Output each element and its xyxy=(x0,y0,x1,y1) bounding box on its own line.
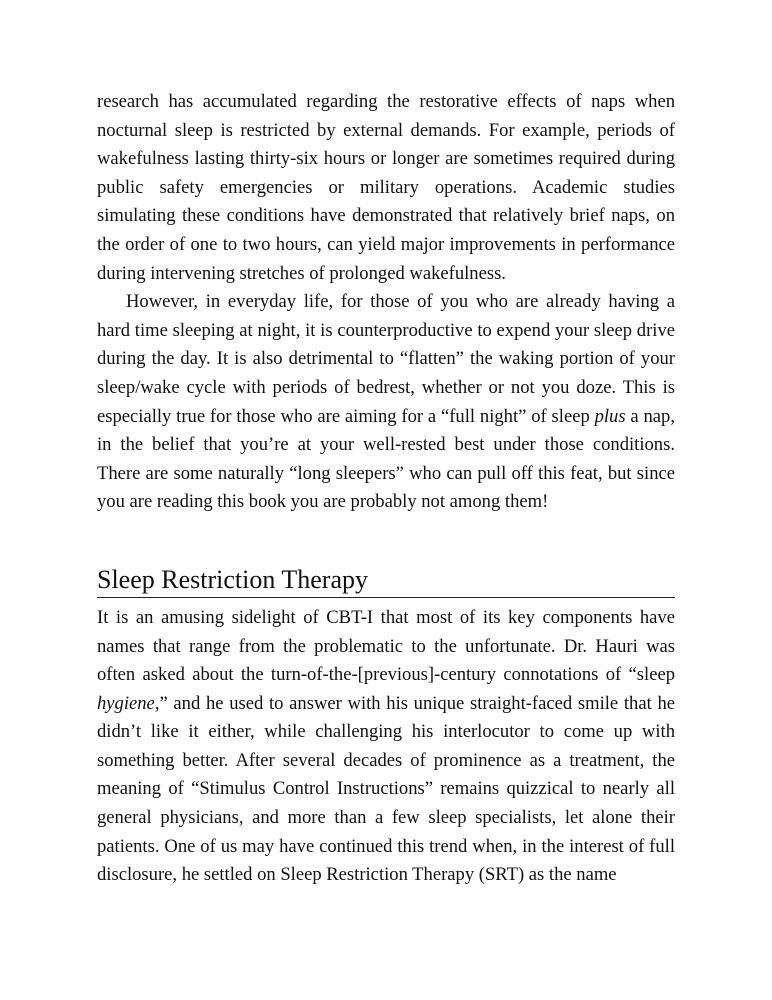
body-paragraph-naps-research: research has accumulated regarding the restorative effects of naps when nocturnal sleep is restricted by external demands. For example, periods of wakefulness lasting thirty-six hours or longer are sometimes required during public safety emergencies or military operations. Academic studies simulating these conditions have demonstrated that relatively brief naps, on the order of one to two hours, can yield major improvements in performance during intervening stretches of prolonged wakefulness. xyxy=(97,91,675,284)
body-paragraph-everyday-life xyxy=(97,288,675,517)
paragraph-text: However, in everyday life, for those of you who are already having a hard time sleeping at night, it is counterproductive to expend your sleep drive during the day. It is also detrimental to “flatten” the waking portion of your sleep/wake cycle with periods of bedrest, whether or not you doze. This is especially true for those who are aiming for a “full night” of sleep xyxy=(97,291,675,427)
paragraph-text: ,” and he used to answer with his unique straight-faced smile that he didn’t like it either, while challenging his interlocutor to come up with something better. After several decades of prominence as a treatment, the meaning of “Stimulus Control Instructions” remains quizzical to nearly all general physicians, and more than a few sleep specialists, let alone their patients. One of us may have continued this trend when, in the interest of full disclosure, he settled on Sleep Restriction Therapy (SRT) as the name xyxy=(97,692,675,886)
paragraph-text: a nap, in the belief that you’re at your well-rested best under those conditions. There are some naturally “long sleepers” who can pull off this feat, but since you are reading this book you are probably not among them! xyxy=(97,405,675,513)
emphasis-hygiene: hygiene xyxy=(97,692,155,714)
emphasis-plus: plus xyxy=(594,405,626,427)
book-page xyxy=(97,88,675,890)
paragraph-text: It is an amusing sidelight of CBT-I that most of its key components have names that range from the problematic to the unfortunate. Dr. Hauri was often asked about the turn-of-the-[previous]-century connotations of “sleep xyxy=(97,606,675,686)
section-body-paragraph xyxy=(97,604,675,890)
section-heading: Sleep Restriction Therapy xyxy=(97,564,675,598)
